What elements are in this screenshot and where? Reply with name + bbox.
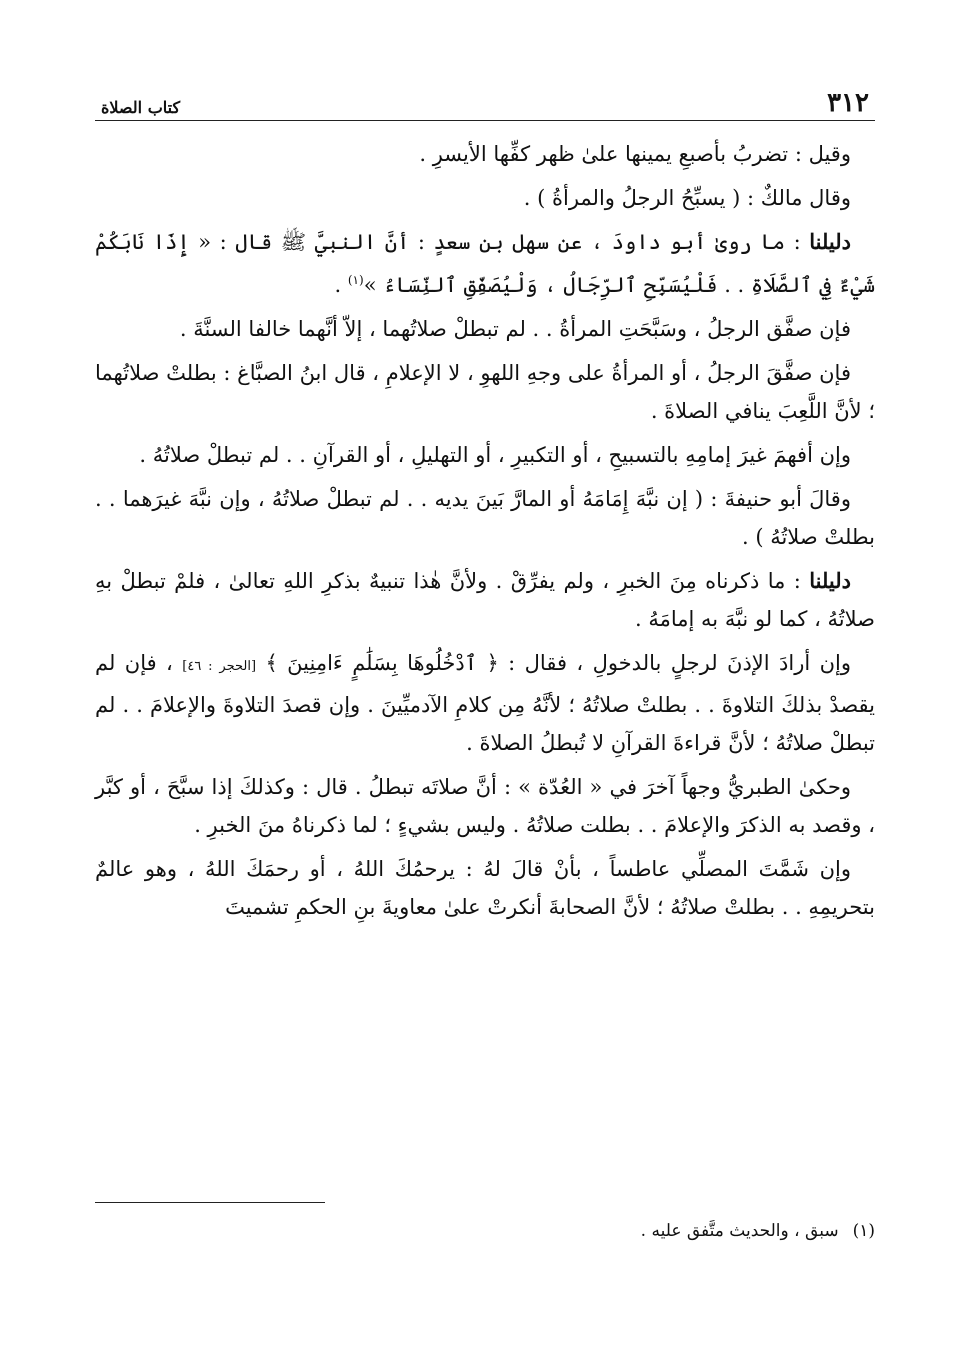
- paragraph-text: : ما روىٰ أبو داودَ ، عن سهل بن سعدٍ : أنَّ النبيَّ ﷺ قال : « إِذَا نَابَكُمْ شَيْءٌ فِي ٱلصَّلَاةِ . . فَلْيُسَبِّحِ ٱلرِّجَالُ ، وَلْيُصَفِّقِ ٱلنِّسَاءُ »: [95, 230, 875, 297]
- paragraph-lead: دليلنا: [809, 568, 851, 593]
- paragraph: [95, 135, 875, 173]
- page-number: ٣١٢: [827, 88, 869, 118]
- paragraph: [95, 223, 875, 304]
- paragraph-lead: دليلنا: [809, 229, 851, 254]
- paragraph-text: وإن أرادَ الإذنَ لرجلٍ بالدخولِ ، فقال : ﴿ ٱدْخُلُوهَا بِسَلَٰمٍ ءَامِنِينَ ﴾: [256, 651, 851, 675]
- footnote-number: (١): [852, 1221, 875, 1241]
- quran-reference: [الحجر : ٤٦]: [182, 659, 257, 674]
- footnote: [95, 1216, 875, 1246]
- paragraph: [95, 436, 875, 474]
- paragraph-text: وإن أفهمَ غيرَ إمامِهِ بالتسبيحِ ، أو التكبيرِ ، أو التهليلِ ، أو القرآنِ . . لم تبطلْ صلاتُهُ .: [139, 443, 851, 467]
- paragraph: [95, 850, 875, 926]
- paragraph-tail: .: [334, 273, 348, 297]
- footnote-text: سبق ، والحديث متَّفق عليه .: [640, 1221, 839, 1241]
- running-head: كتاب الصلاة: [101, 98, 181, 117]
- paragraph-text: : ما ذكرناه مِنَ الخبرِ ، ولم يفرِّقْ . ولأنَّ هٰذا تنبيهٌ بذكرِ اللهِ تعالىٰ ، فلمْ تبطلْ بهِ صلاتُهُ ، كما لو نبَّهَ به إمامَهُ .: [95, 569, 875, 631]
- paragraph-text: وحكىٰ الطبريُّ وجهاً آخرَ في « العُدّة » : أنَّ صلاتَه تبطلُ . قال : وكذلكَ إذا سبَّحَ ، أو كبَّر ، وقصد به الذكرَ والإعلامَ . . بطلت صلاتُهُ . وليس بشيءٍ ؛ لما ذكرناهُ منَ الخبرِ .: [95, 775, 875, 837]
- footnote-marker: (١): [347, 273, 364, 287]
- paragraph-text: وإن شَمَّتَ المصلِّي عاطساً ، بأنْ قالَ لهُ : يرحمُكَ اللهُ ، أو رحمَكَ اللهُ ، وهو عالمٌ بتحريمِهِ . . بطلتْ صلاتُهُ ؛ لأنَّ الصحابةَ أنكرتْ علىٰ معاويةَ بنِ الحكمِ تشميتَ: [95, 857, 875, 919]
- page-body: [95, 121, 875, 926]
- paragraph-text: وقال مالكٌ : ( يسبِّحُ الرجلُ والمرأةُ ) .: [523, 186, 851, 210]
- paragraph: [95, 354, 875, 430]
- paragraph-text: فإن صفَّق الرجلُ ، وسَبَّحَتِ المرأةُ . . لم تبطلْ صلاتُهما ، إلاّ أنَّهما خالفا السنَّةَ .: [179, 317, 851, 341]
- paragraph-text: فإن صفَّقَ الرجلُ ، أو المرأةُ على وجهِ اللهوِ ، لا الإعلامِ ، قال ابنُ الصبَّاغ : بطلتْ صلاتُهما ؛ لأنَّ اللَّعِبَ ينافي الصلاةَ .: [95, 361, 875, 423]
- page: [95, 78, 875, 1241]
- footnotes: [95, 1216, 875, 1246]
- paragraph: [95, 310, 875, 348]
- paragraph: [95, 562, 875, 638]
- page-header: [95, 78, 875, 121]
- footnote-divider: [95, 1202, 325, 1203]
- paragraph: [95, 179, 875, 217]
- paragraph: [95, 768, 875, 844]
- paragraph: [95, 480, 875, 556]
- paragraph-text: وقيل : تضربُ بأصبعِ يمينها علىٰ ظهر كفِّها الأيسرِ .: [419, 142, 851, 166]
- paragraph: [95, 644, 875, 762]
- paragraph-text: وقالَ أبو حنيفةَ : ( إن نبَّهَ إِمَامَهُ أو المارَّ بَينَ يديه . . لم تبطلْ صلاتُهُ ، وإن نبَّهَ غيرَهما . . بطلتْ صلاتُهُ ) .: [95, 487, 875, 549]
- paragraph-tail: ، فإن لم يقصدْ بذلكَ التلاوةَ . . بطلتْ صلاتُهُ ؛ لأنَّهُ مِن كلامِ الآدميِّينَ . وإن قصدَ التلاوةَ والإعلامَ . . لم تبطلْ صلاتُهُ ؛ لأنَّ قراءةَ القرآنِ لا تُبطلُ الصلاةَ .: [95, 651, 875, 755]
